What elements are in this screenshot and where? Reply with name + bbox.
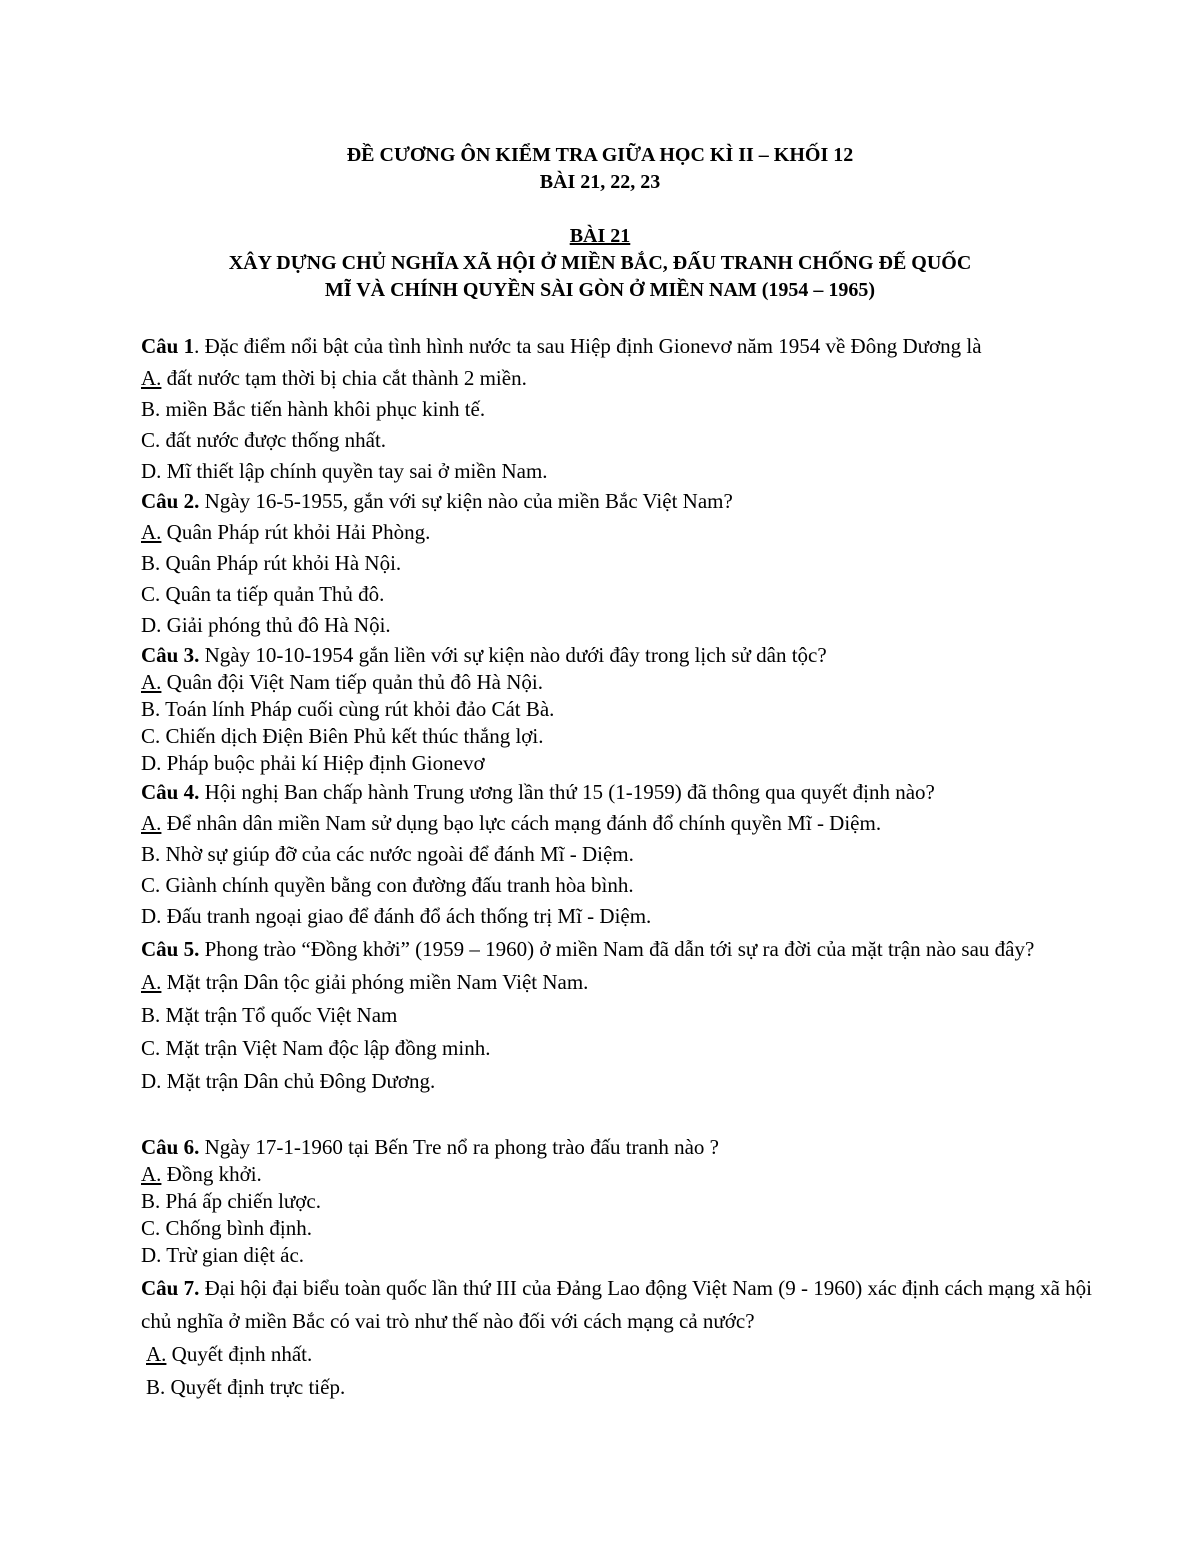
question-label: Câu 1 bbox=[141, 334, 195, 358]
option-text: Quân Pháp rút khỏi Hà Nội. bbox=[160, 551, 402, 575]
answer-text: Quyết định nhất. bbox=[166, 1342, 313, 1366]
option-letter: D. bbox=[141, 904, 162, 928]
question-stem: Ngày 10-10-1954 gắn liền với sự kiện nào dưới đây trong lịch sử dân tộc? bbox=[199, 643, 827, 667]
question-stem: Đại hội đại biểu toàn quốc lần thứ III của Đảng Lao động Việt Nam (9 - 1960) xác định cách mạng xã hội chủ nghĩa ở miền Bắc có vai trò như thế nào đối với cách mạng cả nước? bbox=[141, 1276, 1092, 1333]
answer-text: Quân Pháp rút khỏi Hải Phòng. bbox=[161, 520, 431, 544]
option-text: Trừ gian diệt ác. bbox=[161, 1243, 305, 1267]
answer-letter: A. bbox=[141, 1162, 162, 1186]
option-letter: D. bbox=[141, 459, 162, 483]
question-label: Câu 7. bbox=[141, 1276, 200, 1300]
question-label: Câu 3. bbox=[141, 643, 200, 667]
option-text: Đấu tranh ngoại giao để đánh đổ ách thống trị Mĩ - Diệm. bbox=[161, 904, 652, 928]
option-letter: B. bbox=[141, 842, 161, 866]
option-text: đất nước được thống nhất. bbox=[160, 428, 387, 452]
answer-text: đất nước tạm thời bị chia cắt thành 2 miền. bbox=[161, 366, 527, 390]
question-7 bbox=[141, 1272, 1101, 1404]
answer-letter: A. bbox=[141, 811, 162, 835]
answer-text: Quân đội Việt Nam tiếp quản thủ đô Hà Nội. bbox=[161, 670, 543, 694]
option-text: Nhờ sự giúp đỡ của các nước ngoài để đánh Mĩ - Diệm. bbox=[160, 842, 634, 866]
question-stem: Ngày 17-1-1960 tại Bến Tre nổ ra phong trào đấu tranh nào ? bbox=[199, 1135, 719, 1159]
answer-text: Để nhân dân miền Nam sử dụng bạo lực cách mạng đánh đổ chính quyền Mĩ - Diệm. bbox=[161, 811, 882, 835]
answer-text: Mặt trận Dân tộc giải phóng miền Nam Việt Nam. bbox=[161, 970, 589, 994]
option-text: Quyết định trực tiếp. bbox=[165, 1375, 346, 1399]
question-label: Câu 5. bbox=[141, 937, 200, 961]
option-letter: C. bbox=[141, 873, 161, 897]
question-stem: Hội nghị Ban chấp hành Trung ương lần thứ 15 (1-1959) đã thông qua quyết định nào? bbox=[199, 780, 935, 804]
question-stem: Ngày 16-5-1955, gắn với sự kiện nào của miền Bắc Việt Nam? bbox=[199, 489, 733, 513]
question-1 bbox=[141, 330, 982, 487]
document-subtitle: BÀI 21, 22, 23 bbox=[539, 171, 661, 193]
lesson-title-line-1: XÂY DỰNG CHỦ NGHĨA XÃ HỘI Ở MIỀN BẮC, ĐẤU TRANH CHỐNG ĐẾ QUỐC bbox=[228, 252, 972, 274]
option-letter: B. bbox=[141, 1003, 161, 1027]
option-text: miền Bắc tiến hành khôi phục kinh tế. bbox=[160, 397, 486, 421]
lesson-title-line-2: MĨ VÀ CHÍNH QUYỀN SÀI GÒN Ở MIỀN NAM (1954 – 1965) bbox=[324, 279, 876, 301]
question-label: Câu 2. bbox=[141, 489, 200, 513]
option-letter: B. bbox=[146, 1375, 166, 1399]
answer-letter: A. bbox=[141, 520, 162, 544]
lesson-header bbox=[0, 223, 1200, 304]
option-letter: B. bbox=[141, 1189, 161, 1213]
option-text: Quân ta tiếp quản Thủ đô. bbox=[160, 582, 385, 606]
question-label: Câu 6. bbox=[141, 1135, 200, 1159]
option-text: Mĩ thiết lập chính quyền tay sai ở miền Nam. bbox=[161, 459, 548, 483]
option-letter: C. bbox=[141, 582, 161, 606]
option-letter: D. bbox=[141, 751, 162, 775]
option-letter: B. bbox=[141, 697, 161, 721]
option-text: Mặt trận Việt Nam độc lập đồng minh. bbox=[160, 1036, 491, 1060]
option-letter: B. bbox=[141, 551, 161, 575]
question-5 bbox=[141, 933, 1101, 1098]
option-letter: C. bbox=[141, 428, 161, 452]
option-letter: C. bbox=[141, 1036, 161, 1060]
option-letter: D. bbox=[141, 613, 162, 637]
question-6 bbox=[141, 1133, 719, 1269]
option-text: Mặt trận Tổ quốc Việt Nam bbox=[160, 1003, 398, 1027]
answer-letter: A. bbox=[141, 366, 162, 390]
option-text: Mặt trận Dân chủ Đông Dương. bbox=[161, 1069, 436, 1093]
question-4 bbox=[141, 777, 935, 932]
option-text: Chiến dịch Điện Biên Phủ kết thúc thắng lợi. bbox=[160, 724, 544, 748]
option-letter: C. bbox=[141, 1216, 161, 1240]
option-letter: D. bbox=[141, 1243, 162, 1267]
document-header bbox=[0, 142, 1200, 196]
question-3 bbox=[141, 642, 827, 777]
answer-letter: A. bbox=[141, 670, 162, 694]
document-title: ĐỀ CƯƠNG ÔN KIỂM TRA GIỮA HỌC KÌ II – KHỐI 12 bbox=[346, 144, 854, 166]
answer-text: Đồng khởi. bbox=[161, 1162, 262, 1186]
question-2 bbox=[141, 486, 733, 641]
question-stem: . Đặc điểm nổi bật của tình hình nước ta sau Hiệp định Gionevơ năm 1954 về Đông Dương là bbox=[194, 334, 982, 358]
lesson-label: BÀI 21 bbox=[569, 225, 631, 247]
option-text: Toán lính Pháp cuối cùng rút khỏi đảo Cát Bà. bbox=[160, 697, 555, 721]
option-text: Giành chính quyền bằng con đường đấu tranh hòa bình. bbox=[160, 873, 634, 897]
option-text: Pháp buộc phải kí Hiệp định Gionevơ bbox=[161, 751, 485, 775]
question-stem: Phong trào “Đồng khởi” (1959 – 1960) ở miền Nam đã dẫn tới sự ra đời của mặt trận nào sau đây? bbox=[199, 937, 1035, 961]
option-letter: D. bbox=[141, 1069, 162, 1093]
option-text: Giải phóng thủ đô Hà Nội. bbox=[161, 613, 391, 637]
option-text: Phá ấp chiến lược. bbox=[160, 1189, 321, 1213]
option-text: Chống bình định. bbox=[160, 1216, 312, 1240]
option-letter: C. bbox=[141, 724, 161, 748]
answer-letter: A. bbox=[146, 1342, 167, 1366]
option-letter: B. bbox=[141, 397, 161, 421]
answer-letter: A. bbox=[141, 970, 162, 994]
question-label: Câu 4. bbox=[141, 780, 200, 804]
